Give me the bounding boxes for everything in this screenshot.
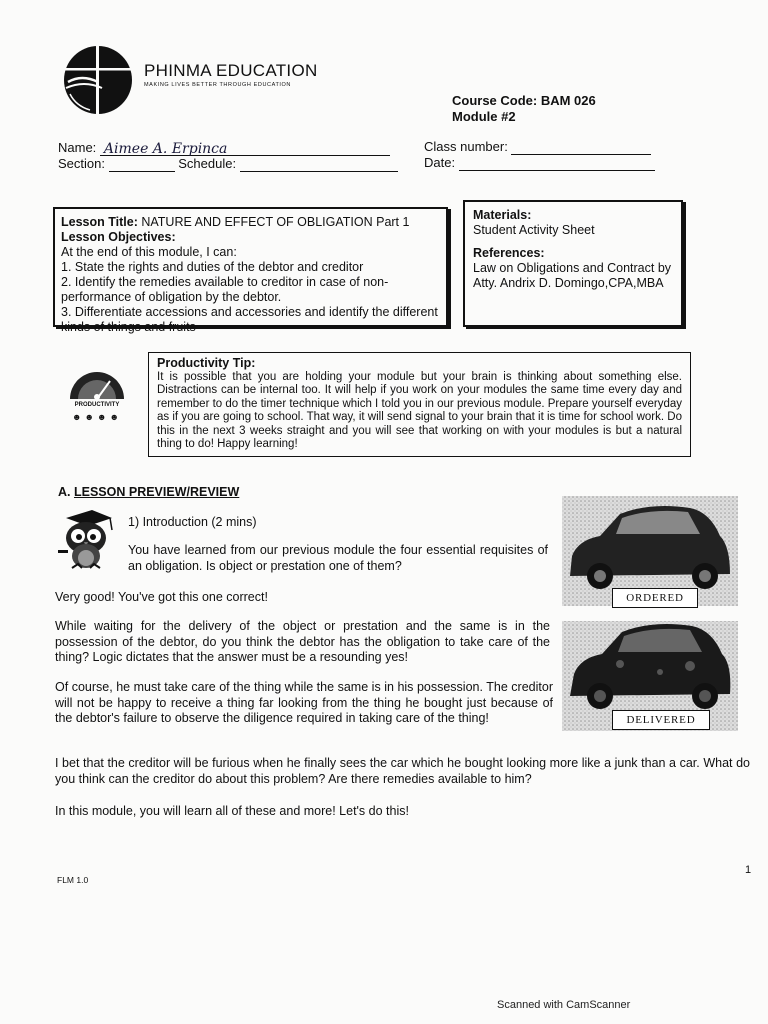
page-number: 1	[745, 864, 752, 876]
paragraph-1: You have learned from our previous module the four essential requisites of an obligation. Is object or prestation one of them?	[128, 543, 548, 573]
productivity-icon-label: PRODUCTIVITY	[74, 402, 120, 408]
section-field[interactable]	[109, 157, 175, 172]
module-number: Module #2	[452, 109, 516, 124]
section-label: Section:	[58, 156, 105, 171]
lesson-title-label: Lesson Title:	[61, 215, 138, 229]
objective-item: 3. Differentiate accessions and accessories and identify the different kinds of things and fruits	[61, 305, 438, 334]
lesson-title: NATURE AND EFFECT OF OBLIGATION Part 1	[141, 215, 410, 229]
scanner-watermark: Scanned with CamScanner	[497, 999, 631, 1011]
class-number-row	[424, 139, 655, 155]
date-field[interactable]	[459, 156, 655, 171]
paragraph-2: Very good! You've got this one correct!	[55, 590, 268, 604]
section-heading	[58, 485, 239, 499]
productivity-tip-label: Productivity Tip:	[157, 356, 256, 370]
name-row	[58, 140, 398, 156]
lesson-title-row	[61, 215, 440, 230]
car-icon	[560, 496, 740, 736]
footer-version: FLM 1.0	[57, 875, 89, 885]
student-info-left	[58, 140, 398, 172]
materials-label: Materials:	[473, 208, 532, 222]
owl-graduate-icon	[52, 506, 118, 572]
faces-icon: ☻☻☻☻	[72, 412, 122, 422]
delivered-label: DELIVERED	[612, 710, 710, 730]
speedometer-icon	[66, 365, 128, 401]
brand-name: PHINMA EDUCATION	[144, 61, 318, 80]
section-title: LESSON PREVIEW/REVIEW	[73, 485, 240, 499]
paragraph-4: Of course, he must take care of the thing while the same is in his possession. The creditor will not be happy to receive a thing far looking from the thing he bought just because of the debtor's failure to observe the diligence required in taking care of the thing!	[55, 680, 553, 725]
section-row	[58, 156, 398, 172]
references-label: References:	[473, 246, 545, 260]
intro-item: 1) Introduction (2 mins)	[128, 515, 257, 529]
name-label: Name:	[58, 140, 97, 155]
objective-item: 1. State the rights and duties of the debtor and creditor	[61, 260, 364, 274]
course-info	[452, 93, 596, 125]
materials-value: Student Activity Sheet	[473, 223, 595, 237]
paragraph-3: While waiting for the delivery of the object or prestation and the same is in the possession of the debtor, do you think the debtor has the obligation to take care of the thing? Logic dictates that the answer must be a resounding yes!	[55, 619, 550, 664]
paragraph-5: I bet that the creditor will be furious when he finally sees the car which he bought looking more like a junk than a car. What do you think can the creditor do about this problem? Are there remedies available to him?	[55, 756, 750, 786]
student-info-right	[424, 139, 655, 171]
name-field[interactable]	[100, 141, 390, 156]
ordered-label: ORDERED	[612, 588, 698, 608]
references-value: Law on Obligations and Contract by Atty. Andrix D. Domingo,CPA,MBA	[473, 261, 672, 290]
class-number-field[interactable]	[511, 140, 651, 155]
objective-item: 2. Identify the remedies available to creditor in case of non-performance of obligation by the debtor.	[61, 275, 389, 304]
lesson-box	[53, 207, 448, 334]
section-letter: A.	[58, 485, 71, 499]
lesson-objectives-intro: At the end of this module, I can:	[61, 245, 237, 259]
phinma-logo-icon	[62, 44, 134, 116]
course-code: Course Code: BAM 026	[452, 93, 596, 108]
brand-tagline: MAKING LIVES BETTER THROUGH EDUCATION	[144, 82, 291, 88]
paragraph-6: In this module, you will learn all of these and more! Let's do this!	[55, 804, 409, 818]
productivity-badge	[66, 365, 128, 425]
date-label: Date:	[424, 155, 456, 170]
car-comparison-illustration	[560, 496, 740, 736]
lesson-objectives-label: Lesson Objectives:	[61, 230, 176, 244]
schedule-label: Schedule:	[178, 156, 237, 171]
date-row	[424, 155, 655, 171]
materials-box	[463, 200, 683, 327]
schedule-field[interactable]	[240, 157, 398, 172]
name-value: Aimee A. Erpinca	[103, 141, 228, 157]
class-number-label: Class number:	[424, 139, 508, 154]
productivity-tip-box	[148, 352, 691, 457]
productivity-tip-text: It is possible that you are holding your module but your brain is thinking about something else. Distractions can be internal too. It will help if you work on your modules the same time every day and remember to do the timer technique which I told you in our previous module. Prepare yourself everyday as if you are going to school. That way, it will send signal to your brain that it is time for school work. Do this in the next 3 weeks straight and you will see that working on with your modules is but a natural thing to do! Happy learning!	[157, 370, 682, 450]
